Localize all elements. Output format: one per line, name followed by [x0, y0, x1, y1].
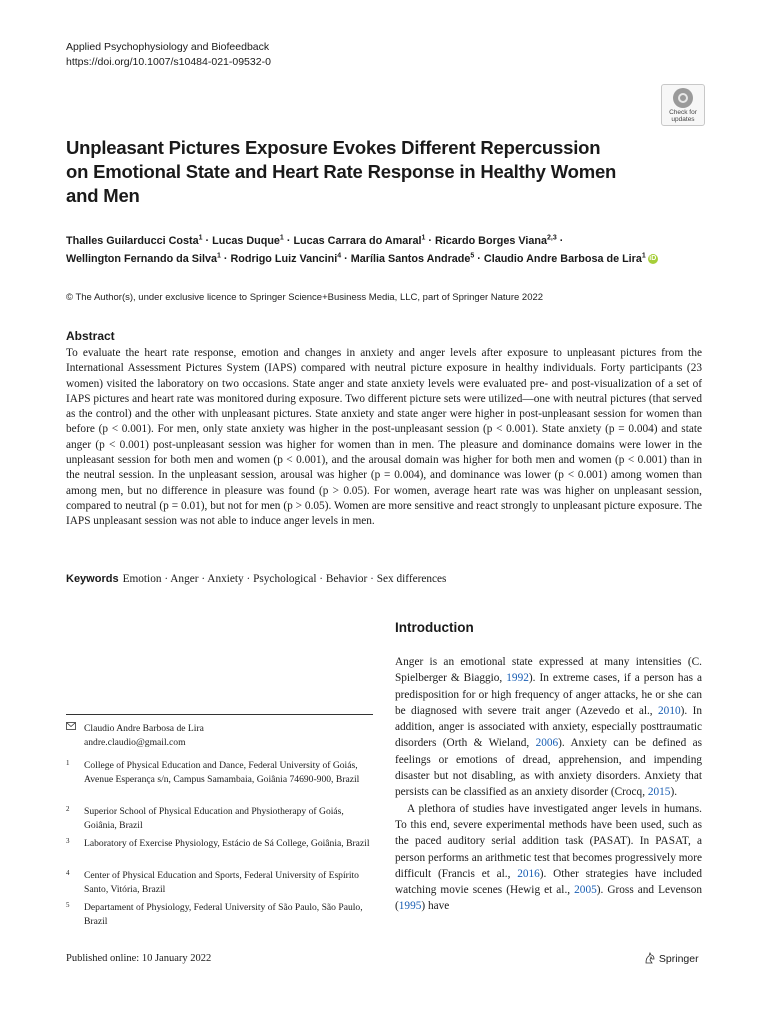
abstract-heading: Abstract [66, 329, 115, 343]
citation-link[interactable]: 2010 [658, 704, 681, 717]
author-list: Thalles Guilarducci Costa$^1$ · Lucas Duque$^1$ · Lucas Carrara do Amaral$^1$ · Ricardo Borges Viana$^{2,3}$ · Wellington Fernando da Silva$^1$ · Rodrigo Luiz Vancini$^4$ · Marília Santos Andrade$^5$ · Claudio Andre Barbosa de Lira$^1$ iD [66, 234, 657, 265]
affiliation: 5 Departament of Physiology, Federal University of São Paulo, São Paulo, Brazil [66, 901, 363, 927]
author[interactable]: Ricardo Borges Viana [434, 235, 547, 247]
corresponding-author [66, 722, 373, 749]
citation-link[interactable]: 2006 [535, 737, 559, 750]
introduction-heading: Introduction [395, 620, 474, 635]
citation-link[interactable]: 2005 [574, 884, 597, 897]
journal-header [66, 40, 271, 70]
affiliation: 1 College of Physical Education and Dance, Federal University of Goiás, Avenue Esperança s/n, Campus Samambaia, Goiânia 74690-900, Brazil [66, 759, 360, 785]
envelope-icon [66, 722, 76, 733]
springer-horse-icon [644, 952, 656, 964]
footnote-divider [66, 714, 373, 715]
corresponding-email[interactable]: andre.claudio@gmail.com [84, 736, 186, 748]
keywords [66, 573, 702, 585]
paper-title: Unpleasant Pictures Exposure Evokes Different Repercussion on Emotional State and Heart Rate Response in Healthy Women and Men [66, 137, 617, 206]
citation-link[interactable]: 1992 [506, 672, 529, 685]
citation-link[interactable]: 1995 [398, 900, 422, 913]
journal-name: Applied Psychophysiology and Biofeedback [66, 41, 270, 53]
citation-link[interactable]: 2016 [517, 867, 540, 880]
keywords-label: Keywords [66, 573, 119, 585]
author[interactable]: Claudio Andre Barbosa de Lira [483, 253, 642, 265]
orcid-icon[interactable]: iD [649, 255, 657, 263]
author[interactable]: Wellington Fernando da Silva [66, 253, 217, 265]
corresponding-name: Claudio Andre Barbosa de Lira [84, 723, 204, 734]
introduction-body [395, 654, 702, 915]
author[interactable]: Thalles Guilarducci Costa [66, 235, 199, 247]
published-date: Published online: 10 January 2022 [66, 953, 212, 964]
copyright-line: © The Author(s), under exclusive licence to Springer Science+Business Media, LLC, part of Springer Nature 2022 [66, 292, 544, 303]
affiliation: 2 Superior School of Physical Education and Physiotherapy of Goiás, Goiânia, Brazil [66, 805, 344, 831]
paragraph: Anger is an emotional state expressed at many intensities (C. Spielberger & Biaggio, 1992). In extreme cases, if a person has a predisposition for or high frequency of anger attacks, he or she can be diagnosed with severe trait anger (Azevedo et al., 2010). In addition, anger is associated with anxiety, especially posttraumatic disorders (Orth & Wieland, 2006). Anxiety can be defined as feelings or emotions of dread, apprehension, and impending disaster but not disabling, as with anxiety disorders. Anxiety that persists can be classified as an anxiety disorder (Crocq, 2015). [395, 656, 703, 799]
author[interactable]: Rodrigo Luiz Vancini [230, 253, 338, 265]
paragraph: A plethora of studies have investigated anger levels in humans. To this end, severe experimental methods have been used, such as the paced auditory serial addition task (PASAT). In PASAT, a person performs an arithmetic test that becomes progressively more difficult (Francis et al., 2016). Other strategies have included watching movie scenes (Hewig et al., 2005). Gross and Levenson (1995) have [395, 802, 702, 913]
author[interactable]: Lucas Carrara do Amaral [293, 235, 422, 247]
author[interactable]: Marília Santos Andrade [350, 253, 471, 265]
affiliation: 4 Center of Physical Education and Sports, Federal University of Espírito Santo, Vitória, Brazil [66, 869, 359, 895]
abstract-text: To evaluate the heart rate response, emotion and changes in anxiety and anger levels after exposure to unpleasant pictures from the International Assessment Pictures System (IAPS) compared with neutral picture exposure in healthy individuals. Forty participants (23 women) visited the laboratory on two occasions. State anger and state anxiety levels were evaluated pre- and post-visualization of a set of IAPS pictures and heart rate was monitored during exposure. Two different picture sets were utilized—one with neutral pictures (that served as the control) and the other with unpleasant pictures. State anxiety and state anger were higher in post-unpleasant session for women than before (p < 0.001). For men, only state anxiety was higher in the post-unpleasant session (p < 0.001). State anxiety (p = 0.004) and state anger (p < 0.001) post-unpleasant session was higher for women than in men. The pleasure and dominance domains were lower in the unpleasant session for both men and women (p < 0.001), and the arousal domain was higher for both men and women (p < 0.001) than in the neutral session. In the unpleasant session, arousal was higher (p = 0.004), and dominance was lower (p < 0.001) among women than among men, but no difference in pleasure was found (p > 0.05). For women, average heart rate was was higher on unpleasant session, compared to neutral (p = 0.01), but not for men (p > 0.05). Women are more sensitive and react strongly to unpleasant picture exposure. The IAPS unpleasant session was not able to induce anger levels in men. [66, 347, 702, 528]
keywords-list: Emotion · Anger · Anxiety · Psychological · Behavior · Sex differences [122, 573, 447, 585]
publisher-logo: Springer [644, 952, 699, 965]
affiliation: 3 Laboratory of Exercise Physiology, Estácio de Sá College, Goiânia, Brazil [66, 837, 370, 849]
check-for-updates-badge[interactable]: Check for updates [661, 84, 705, 126]
author[interactable]: Lucas Duque [212, 235, 280, 247]
citation-link[interactable]: 2015 [647, 786, 671, 799]
update-check-icon [673, 88, 693, 108]
doi-link[interactable]: https://doi.org/10.1007/s10484-021-09532-0 [66, 56, 271, 68]
